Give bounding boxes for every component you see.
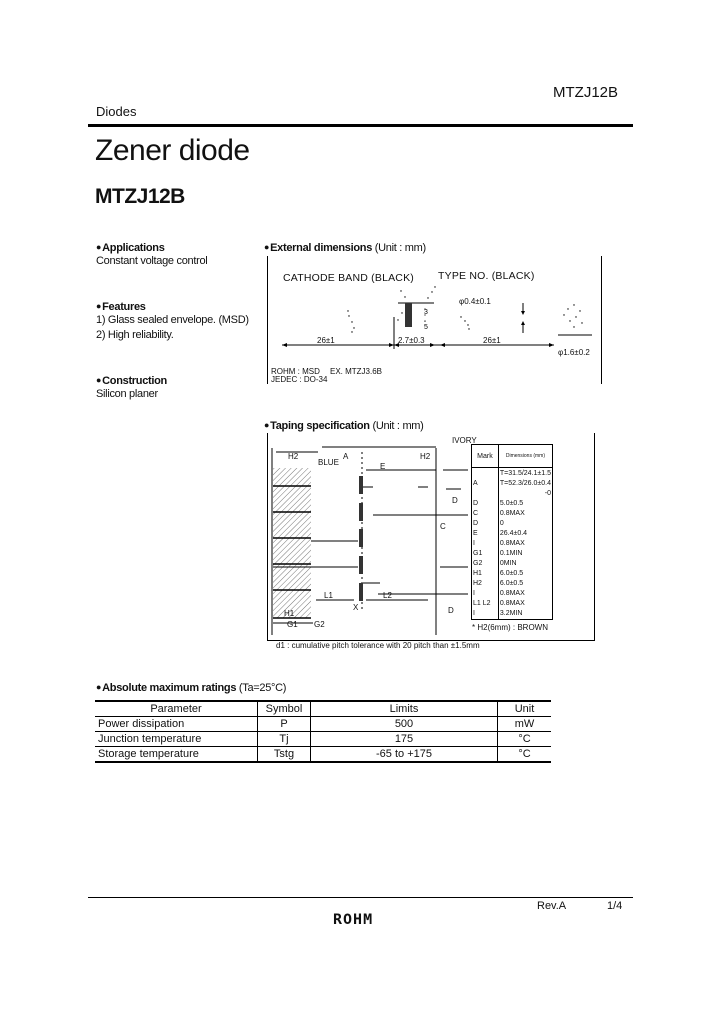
value-cell: 0.8MAX <box>499 590 525 598</box>
h2-right-label: H2 <box>420 452 431 461</box>
mark-cell: I <box>472 609 499 620</box>
right-lead-length: 26±1 <box>483 336 501 345</box>
symbol-cell: Tstg <box>258 747 311 763</box>
table-row <box>95 732 551 747</box>
ratings-condition: (Ta=25°C) <box>238 682 287 694</box>
value-cell: 26.4±0.4 <box>499 529 528 537</box>
example-part: EX. MTZJ3.6B <box>330 367 383 376</box>
ratings-title: Absolute maximum ratings <box>102 682 237 694</box>
ivory-label: IVORY <box>452 436 477 445</box>
c-label: C <box>440 522 446 531</box>
features-heading: ● Features <box>96 301 261 313</box>
construction-heading: ● Construction <box>96 375 261 387</box>
ratings-header-row <box>95 701 551 717</box>
table-row <box>95 717 551 732</box>
unit-cell: °C <box>498 732 552 747</box>
construction-section <box>96 375 261 402</box>
type-no-label: TYPE NO. (BLACK) <box>438 270 535 282</box>
value-cell: 0 <box>499 519 504 527</box>
g1-label: G1 <box>287 620 298 629</box>
rohm-package: ROHM : MSD <box>271 367 320 376</box>
mark-cell <box>472 488 499 498</box>
svg-text:.: . <box>424 317 426 324</box>
d-label: D <box>452 496 458 505</box>
mark-table-footnote: * H2(6mm) : BROWN <box>472 623 548 632</box>
l2-label: L2 <box>383 591 392 600</box>
mark-header: Mark <box>472 445 499 468</box>
mark-cell: G2 <box>472 558 499 568</box>
unit-cell: mW <box>498 717 552 732</box>
mark-cell: A <box>472 478 499 488</box>
revision-label: Rev.A <box>537 900 567 912</box>
taping-mark-table <box>471 444 553 620</box>
applications-heading: ● Applications <box>96 242 261 254</box>
mark-cell: H2 <box>472 579 499 589</box>
value-cell: T=31.5/24.1±1.5 <box>499 469 551 477</box>
symbol-cell: P <box>258 717 311 732</box>
e-dimension-label: E <box>380 462 386 471</box>
header-rule <box>88 124 633 127</box>
value-cell: 0.8MAX <box>499 600 525 608</box>
a-dimension-label: A <box>343 452 349 461</box>
parameter-cell: Storage temperature <box>95 747 258 763</box>
left-lead-length: 26±1 <box>317 336 335 345</box>
footer-rule <box>88 897 633 898</box>
part-number-title: MTZJ12B <box>95 185 185 208</box>
ratings-heading <box>96 682 286 694</box>
page-title: Zener diode <box>95 134 250 167</box>
ratings-table <box>95 700 551 763</box>
ext-dim-title: External dimensions <box>270 242 373 254</box>
part-number-header: MTZJ12B <box>553 84 619 101</box>
value-cell: 0MIN <box>499 560 517 567</box>
ext-dim-unit: (Unit : mm) <box>374 242 426 254</box>
value-cell: T=52.3/26.0±0.4 <box>499 479 551 487</box>
value-cell: 0.8MAX <box>499 509 525 517</box>
parameter-cell: Power dissipation <box>95 717 258 732</box>
taping-unit: (Unit : mm) <box>372 420 424 432</box>
value-cell: 5.0±0.5 <box>499 499 524 507</box>
col-unit: Unit <box>498 701 552 717</box>
unit-cell: °C <box>498 747 552 763</box>
value-cell: 6.0±0.5 <box>499 570 524 578</box>
category-label: Diodes <box>96 104 137 119</box>
taping-note: d1 : cumulative pitch tolerance with 20 pitch than ±1.5mm <box>276 641 480 650</box>
col-limits: Limits <box>311 701 498 717</box>
symbol-cell: Tj <box>258 732 311 747</box>
mark-cell: E <box>472 528 499 538</box>
mark-cell: D <box>472 518 499 528</box>
mark-cell: I <box>472 538 499 548</box>
limits-cell: 175 <box>311 732 498 747</box>
mark-cell: L1 L2 <box>472 599 499 609</box>
mark-cell: H1 <box>472 569 499 579</box>
g2-label: G2 <box>314 620 325 629</box>
mark-cell <box>472 468 499 479</box>
value-cell: 3.2MIN <box>499 610 523 618</box>
mark-cell: G1 <box>472 548 499 558</box>
features-section <box>96 301 261 343</box>
x-label: X <box>353 603 359 612</box>
p-label: D <box>448 606 454 615</box>
svg-text:5: 5 <box>424 324 428 331</box>
feature-item: 1) Glass sealed envelope. (MSD) <box>96 314 249 326</box>
taping-heading <box>264 420 424 432</box>
value-cell: 6.0±0.5 <box>499 580 524 588</box>
taping-drawing <box>268 440 468 640</box>
svg-text:3: 3 <box>424 309 428 316</box>
value-cell: 0.1MIN <box>499 549 523 557</box>
external-dimensions-heading <box>264 242 426 254</box>
applications-section <box>96 242 261 269</box>
body-length: 2.7±0.3 <box>398 336 425 345</box>
value-cell: -0 <box>544 489 551 497</box>
cathode-band-label: CATHODE BAND (BLACK) <box>283 272 414 284</box>
mark-cell: D <box>472 498 499 508</box>
taping-title: Taping specification <box>270 420 370 432</box>
h2-left-label: H2 <box>288 452 299 461</box>
col-parameter: Parameter <box>95 701 258 717</box>
lead-diameter-label: φ0.4±0.1 <box>459 297 491 306</box>
parameter-cell: Junction temperature <box>95 732 258 747</box>
l1-label: L1 <box>324 591 333 600</box>
mark-cell: C <box>472 508 499 518</box>
construction-text: Silicon planer <box>96 388 158 400</box>
feature-item: 2) High reliability. <box>96 329 174 341</box>
rohm-logo: ROHM <box>333 910 374 928</box>
value-cell: 0.8MAX <box>499 539 525 547</box>
mark-cell: I <box>472 589 499 599</box>
applications-text: Constant voltage control <box>96 255 208 267</box>
limits-cell: 500 <box>311 717 498 732</box>
blue-label: BLUE <box>318 458 339 467</box>
h1-label: H1 <box>284 609 295 618</box>
table-row <box>95 747 551 763</box>
page-number: 1/4 <box>607 900 623 912</box>
col-symbol: Symbol <box>258 701 311 717</box>
limits-cell: -65 to +175 <box>311 747 498 763</box>
value-header: Dimensions (mm) <box>498 445 552 468</box>
jedec-package: JEDEC : DO-34 <box>271 375 328 384</box>
body-diameter: φ1.6±0.2 <box>558 348 590 357</box>
